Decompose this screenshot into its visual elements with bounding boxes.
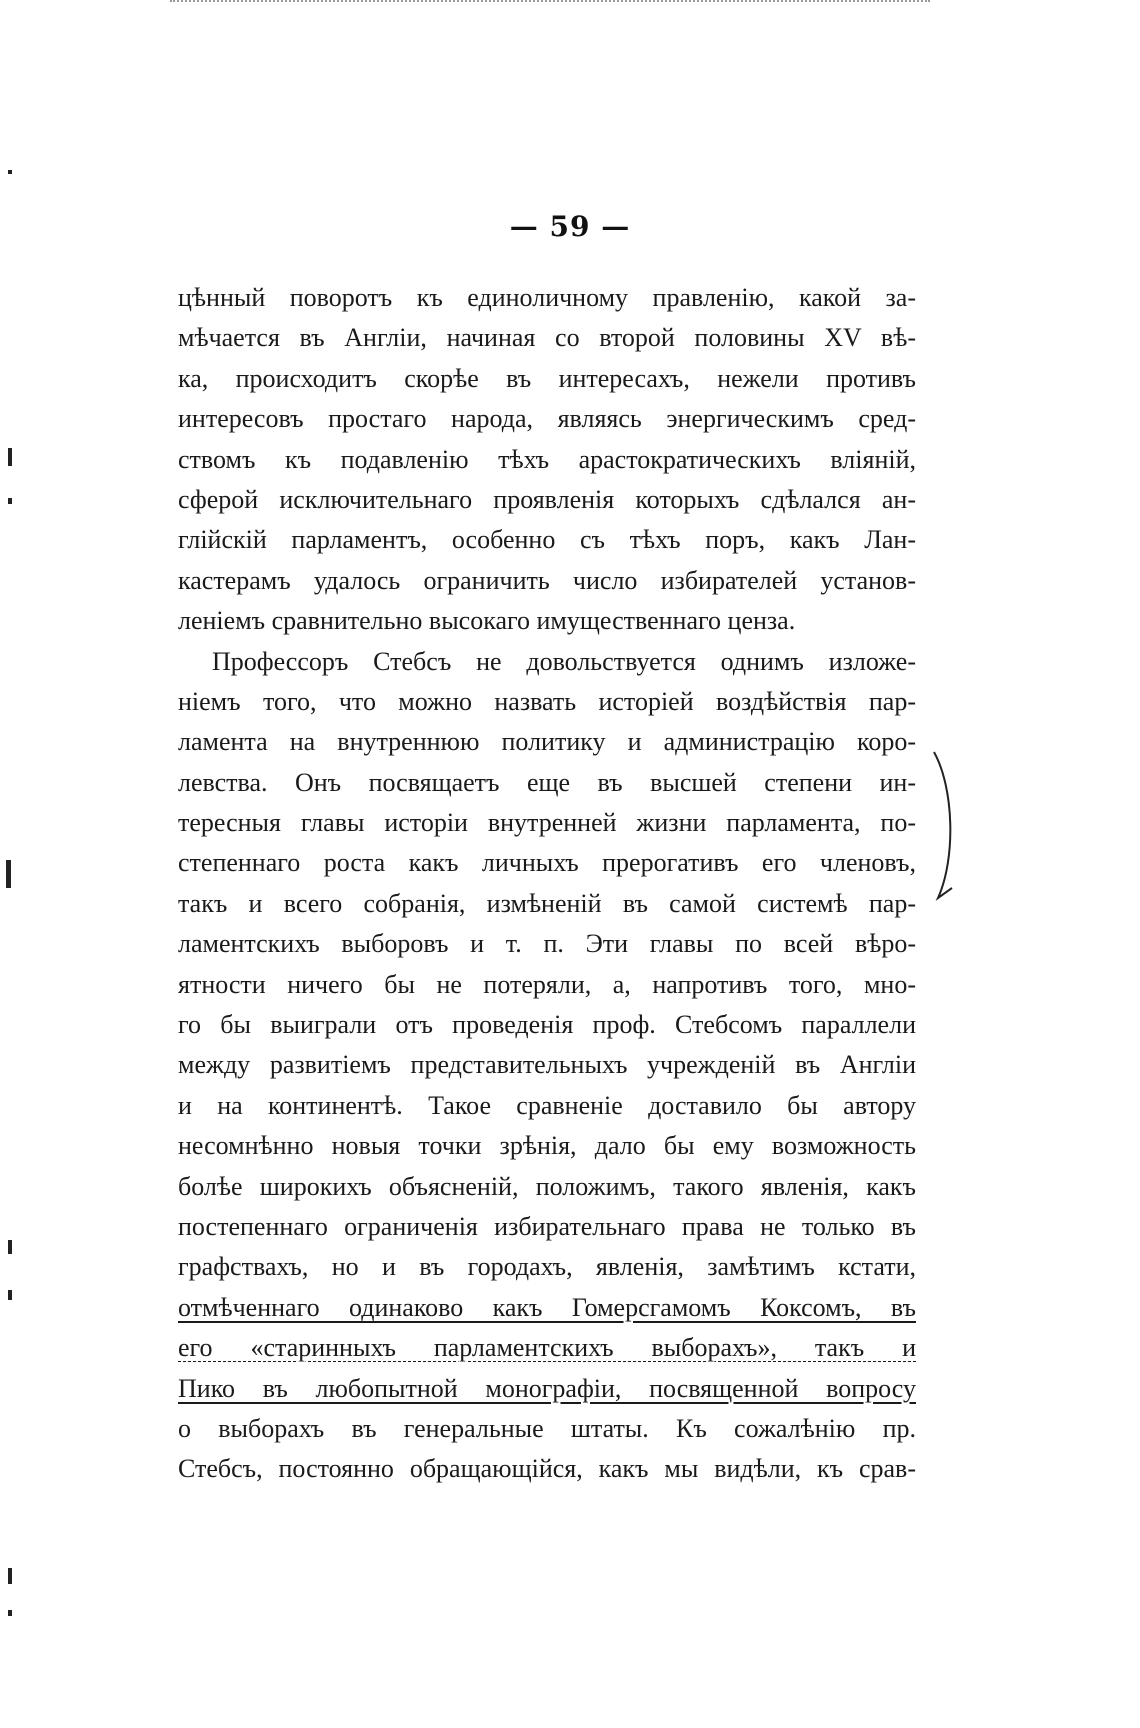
- text-line: Стебсъ, постоянно обращающійся, какъ мы видѣли, къ срав-: [178, 1454, 916, 1484]
- text-line: тересныя главы исторіи внутренней жизни парламента, по-: [178, 808, 916, 838]
- text-line: между развитіемъ представительныхъ учрежденій въ Англіи: [178, 1050, 916, 1080]
- text-line: постепеннаго ограниченія избирательнаго права не только въ: [178, 1211, 916, 1241]
- text-line: интересовъ простаго народа, являясь энергическимъ сред-: [178, 404, 916, 434]
- underlined-text-line: его «старинныхъ парламентскихъ выборахъ», такъ и: [178, 1333, 916, 1363]
- text-line: сферой исключительнаго проявленія которыхъ сдѣлался ан-: [178, 484, 916, 514]
- text-line: такъ и всего собранія, измѣненій въ самой системѣ пар-: [178, 888, 916, 918]
- text-line: ствомъ къ подавленію тѣхъ арастократическихъ вліяній,: [178, 444, 916, 474]
- text-line: ламентскихъ выборовъ и т. п. Эти главы по всей вѣро-: [178, 929, 916, 959]
- text-line: глійскій парламентъ, особенно съ тѣхъ поръ, какъ Лан-: [178, 525, 916, 555]
- text-line: графствахъ, но и въ городахъ, явленія, замѣтимъ кстати,: [178, 1252, 916, 1282]
- text-line: болѣе широкихъ объясненій, положимъ, такого явленія, какъ: [178, 1171, 916, 1201]
- margin-mark: [8, 1610, 12, 1616]
- margin-mark: [8, 498, 12, 504]
- text-line: ка, происходитъ скорѣе въ интересахъ, нежели противъ: [178, 363, 916, 393]
- top-edge-rule: [170, 0, 930, 5]
- text-line: кастерамъ удалось ограничить число избирателей установ-: [178, 565, 916, 595]
- text-line: леніемъ сравнительно высокаго имущественнаго ценза.: [178, 606, 796, 636]
- text-line: о выборахъ въ генеральные штаты. Къ сожалѣнію пр.: [178, 1413, 916, 1443]
- margin-mark: [8, 1240, 12, 1254]
- text-line: ніемъ того, что можно назвать исторіей воздѣйствія пар-: [178, 686, 916, 716]
- underlined-text-line: Пико въ любопытной монографіи, посвященной вопросу: [178, 1373, 916, 1403]
- text-line: мѣчается въ Англіи, начиная со второй половины XV вѣ-: [178, 323, 916, 353]
- margin-mark: [6, 860, 11, 888]
- text-line: го бы выиграли отъ проведенія проф. Стебсомъ параллели: [178, 1010, 916, 1040]
- text-line: и на континентѣ. Такое сравненіе доставило бы автору: [178, 1090, 916, 1120]
- text-line: левства. Онъ посвящаетъ еще въ высшей степени ин-: [178, 767, 916, 797]
- body-text: [178, 278, 916, 1490]
- margin-bracket-mark: [930, 748, 970, 908]
- text-line: ламента на внутреннюю политику и администрацію коро-: [178, 727, 916, 757]
- margin-mark: [8, 1568, 12, 1584]
- text-line: ятности ничего бы не потеряли, а, напротивъ того, мно-: [178, 969, 916, 999]
- page-number: — 59 —: [509, 210, 631, 243]
- margin-mark: [8, 170, 12, 174]
- text-line: несомнѣнно новыя точки зрѣнія, дало бы ему возможность: [178, 1131, 916, 1161]
- paragraph-start-line: Профессоръ Стебсъ не довольствуется однимъ изложе-: [212, 646, 916, 676]
- underlined-text-line: отмѣченнаго одинаково какъ Гомерсгамомъ Коксомъ, въ: [178, 1292, 916, 1322]
- margin-mark: [8, 1290, 12, 1300]
- text-line: цѣнный поворотъ къ единоличному правленію, какой за-: [178, 283, 916, 312]
- margin-mark: [8, 448, 12, 466]
- text-line: степеннаго роста какъ личныхъ прерогативъ его членовъ,: [178, 848, 916, 878]
